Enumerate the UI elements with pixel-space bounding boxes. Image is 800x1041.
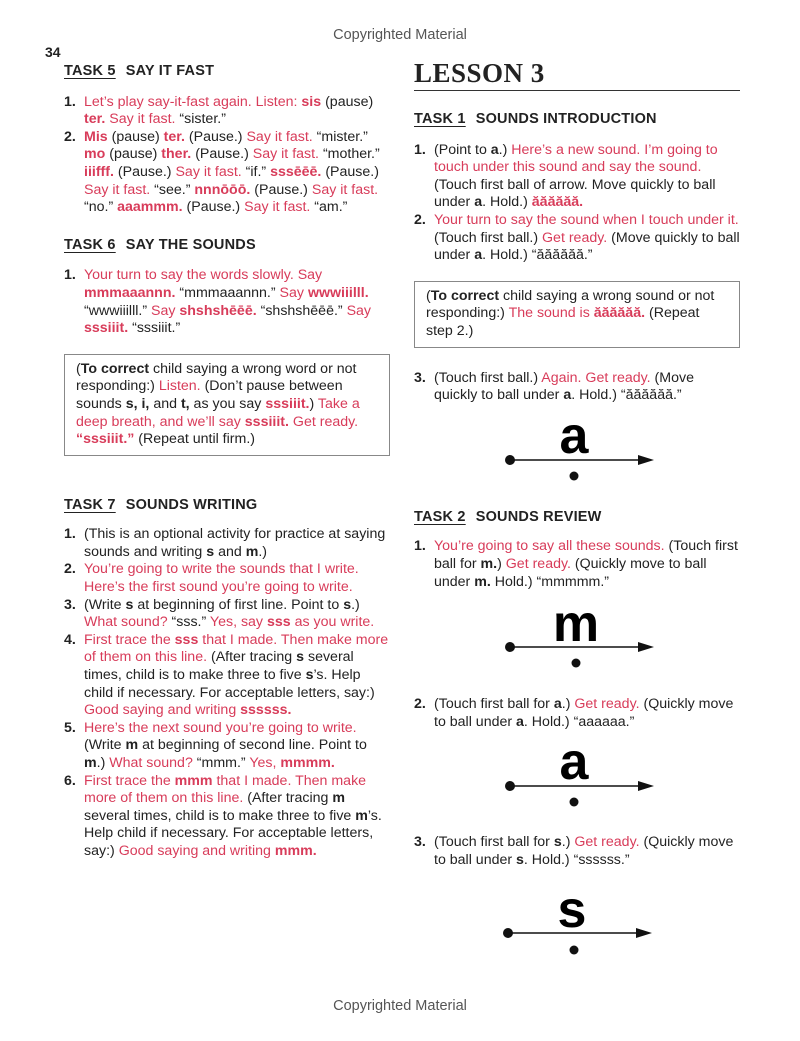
lesson-title: LESSON 3 bbox=[414, 58, 740, 91]
step: 2. Mis (pause) ter. (Pause.) Say it fast. “mister.” mo (pause) ther. (Pause.) Say it fast. “mother.” iiifff. (Pause.) Say it fast. “if.” sssēēē. (Pause.) Say it fast. “see.” nnnōōō. (Pause.) Say it fast. “no.” aaammm. (Pause.) Say it fast. “am.” bbox=[64, 128, 380, 216]
task-label: TASK 7 bbox=[64, 496, 116, 513]
letter-s: s bbox=[557, 881, 587, 940]
step: 2. (Touch first ball for a.) Get ready. (Quickly move to ball under a. Hold.) “aaaaaa.” bbox=[414, 696, 734, 730]
task-6-steps bbox=[64, 267, 390, 337]
sound-ball bbox=[570, 471, 579, 480]
letter-m: m bbox=[552, 595, 600, 654]
page-number: 34 bbox=[45, 44, 61, 60]
correction-box: (To correct child saying a wrong word or not responding:) Listen. (Don’t pause between sounds s, i, and t, as you say sssiiit.) Take a deep breath, and we’ll say sssiiit. Get ready. “sssiiit.” (Repeat until firm.) bbox=[64, 354, 390, 456]
task-label: TASK 6 bbox=[64, 236, 116, 253]
arrow-head bbox=[638, 642, 654, 652]
task-title: SAY THE SOUNDS bbox=[125, 236, 256, 253]
task-1-heading bbox=[414, 111, 740, 129]
task-6-heading bbox=[64, 237, 390, 255]
task-1-steps bbox=[414, 142, 740, 265]
step: 1. (Point to a.) Here’s a new sound. I’m going to touch under this sound and say the sound. (Touch first ball of arrow. Move quickly to ball under a. Hold.) ăăăăăă. bbox=[414, 141, 718, 211]
task-5-steps bbox=[64, 94, 390, 217]
task-2-steps-3 bbox=[414, 834, 740, 869]
sound-ball bbox=[570, 798, 579, 807]
task-title: SAY IT FAST bbox=[125, 63, 215, 79]
step: 1. Your turn to say the words slowly. Say mmmaaannn. “mmmaaannn.” Say wwwiiilll. “wwwiiilll.” Say shshshēēē. “shshshēēē.” Say sssiiit. “sssiiit.” bbox=[64, 267, 372, 337]
task-label: TASK 2 bbox=[414, 508, 466, 525]
letter-a: a bbox=[559, 733, 589, 792]
task-7-steps bbox=[64, 526, 390, 860]
task-label: TASK 5 bbox=[64, 63, 116, 79]
arrow-head bbox=[636, 928, 652, 938]
sound-arrow-m bbox=[414, 591, 740, 671]
step: 2. Your turn to say the sound when I touch under it. (Touch first ball.) Get ready. (Move quickly to ball under a. Hold.) “ăăăăăă.” bbox=[414, 211, 740, 264]
task-5-heading bbox=[64, 63, 390, 81]
task-title: SOUNDS REVIEW bbox=[475, 508, 602, 525]
sound-ball bbox=[572, 659, 581, 668]
step: 6. First trace the mmm that I made. Then make more of them on this line. (After tracing m several times, child is to make three to five m’s. Help child if necessary. For acceptable letters, say:) Good saying and writing mmm. bbox=[64, 772, 382, 859]
step: 1. Let’s play say-it-fast again. Listen: sis (pause) ter. Say it fast. “sister.” bbox=[64, 93, 374, 128]
arrow-head bbox=[638, 781, 654, 791]
task-title: SOUNDS WRITING bbox=[125, 496, 258, 513]
task-title: SOUNDS INTRODUCTION bbox=[475, 111, 657, 127]
start-ball bbox=[505, 642, 515, 652]
sound-ball bbox=[570, 946, 579, 955]
sound-arrow-a bbox=[414, 405, 740, 485]
right-column bbox=[414, 58, 740, 959]
sound-arrow-s bbox=[414, 869, 740, 959]
task-1-steps-cont bbox=[414, 370, 740, 405]
step: 3. (Write s at beginning of first line. Point to s.) What sound? “sss.” Yes, say sss as you write. bbox=[64, 596, 375, 631]
step: 1. (This is an optional activity for practice at saying sounds and writing s and m.) bbox=[64, 526, 386, 560]
step: 3. (Touch first ball.) Again. Get ready. (Move quickly to ball under a. Hold.) “ăăăăăă.” bbox=[414, 369, 694, 404]
start-ball bbox=[505, 455, 515, 465]
step: 4. First trace the sss that I made. Then make more of them on this line. (After tracing s several times, child is to make three to five s’s. Help child if necessary. For acceptable letters, say:) Good saying and writing ssssss. bbox=[64, 631, 389, 719]
sound-arrow-a-review bbox=[414, 729, 740, 809]
task-2-steps-1 bbox=[414, 538, 740, 591]
watermark-top: Copyrighted Material bbox=[333, 27, 467, 43]
step: 3. (Touch first ball for s.) Get ready. (Quickly move to ball under s. Hold.) “ssssss.” bbox=[414, 834, 734, 868]
start-ball bbox=[503, 928, 513, 938]
step: 2. You’re going to write the sounds that I write. Here’s the first sound you’re going to write. bbox=[64, 561, 359, 596]
task-7-heading bbox=[64, 497, 390, 515]
task-2-steps-2 bbox=[414, 696, 740, 731]
left-column bbox=[64, 63, 390, 861]
letter-a: a bbox=[559, 406, 589, 465]
task-label: TASK 1 bbox=[414, 111, 466, 127]
task-2-heading bbox=[414, 509, 740, 527]
start-ball bbox=[505, 781, 515, 791]
arrow-head bbox=[638, 455, 654, 465]
step: 5. Here’s the next sound you’re going to write. (Write m at beginning of second line. Point to m.) What sound? “mmm.” Yes, mmmm. bbox=[64, 719, 367, 771]
watermark-bottom: Copyrighted Material bbox=[333, 998, 467, 1014]
step: 1. You’re going to say all these sounds. (Touch first ball for m.) Get ready. (Quickly move to ball under m. Hold.) “mmmmm.” bbox=[414, 538, 738, 590]
correction-box: (To correct child saying a wrong sound or not responding:) The sound is ăăăăăă. (Repeat step 2.) bbox=[414, 281, 740, 348]
